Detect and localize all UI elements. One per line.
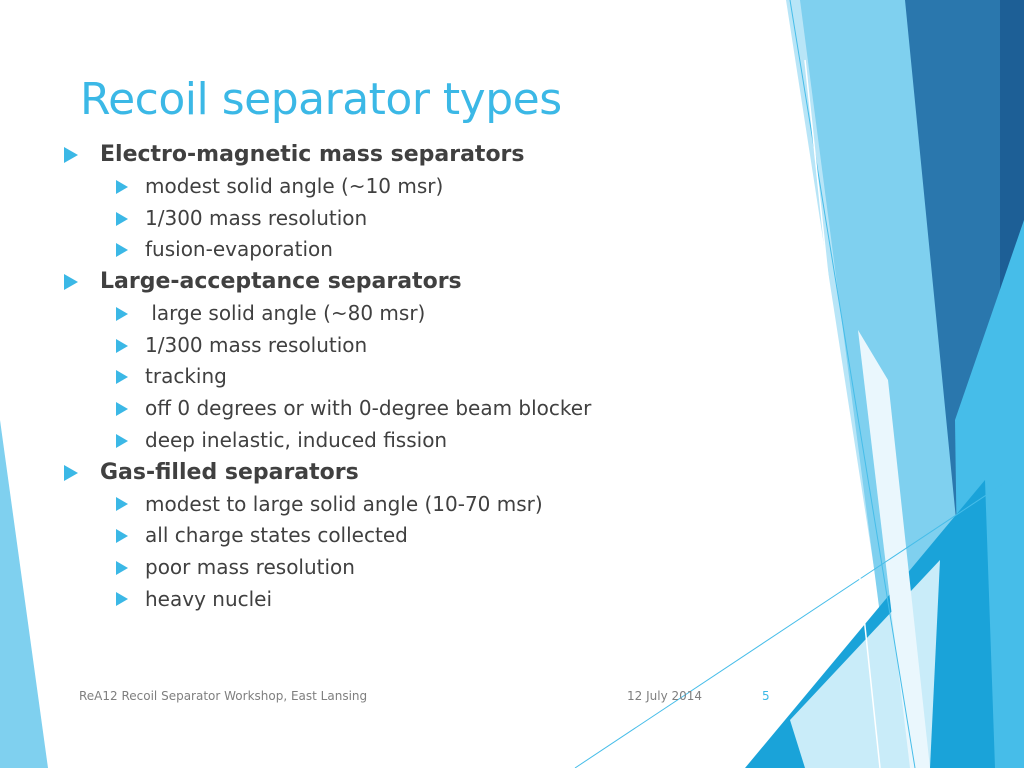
list-item-text: heavy nuclei [145,586,273,611]
list-item [62,393,762,425]
bullet-arrow-icon [64,274,78,290]
bullet-arrow-icon [116,529,128,543]
list-item [62,552,762,584]
bullet-list [62,139,762,615]
footer-text: ReA12 Recoil Separator Workshop, East Lansing [79,689,368,703]
bullet-arrow-icon [116,180,128,194]
slide-content [62,139,762,615]
list-item-text: large solid angle (~80 msr) [145,301,426,326]
bullet-arrow-icon [64,147,78,163]
list-item [62,361,762,393]
list-item-text: tracking [145,364,227,389]
bullet-arrow-icon [116,561,128,575]
section-heading-text: Electro-magnetic mass separators [100,142,525,167]
slide-title: Recoil separator types [80,74,562,125]
left-sliver-shape [0,420,48,768]
list-item [62,171,762,203]
list-item-text: modest solid angle (~10 msr) [145,174,444,198]
bullet-arrow-icon [116,434,128,448]
list-item [62,298,762,330]
list-item-text: off 0 degrees or with 0-degree beam blocker [145,396,592,421]
list-item-text: 1/300 mass resolution [145,205,368,230]
section-heading [62,139,762,171]
list-item [62,520,762,552]
slide-number: 5 [762,689,770,703]
bullet-arrow-icon [116,307,128,321]
section-heading [62,266,762,298]
list-item [62,203,762,235]
list-item [62,234,762,266]
bullet-arrow-icon [116,339,128,353]
list-item-text: 1/300 mass resolution [145,332,368,357]
list-item-text: fusion-evaporation [145,237,333,262]
bullet-arrow-icon [116,243,128,257]
footer-date: 12 July 2014 [627,689,703,703]
bullet-arrow-icon [116,212,128,226]
list-item-text: poor mass resolution [145,554,355,579]
list-item-text: deep inelastic, induced fission [145,427,448,452]
bullet-arrow-icon [116,592,128,606]
list-item [62,584,762,616]
bullet-arrow-icon [116,370,128,384]
section-heading [62,457,762,489]
list-item [62,489,762,521]
list-item-text: modest to large solid angle (10-70 msr) [145,491,543,516]
bullet-arrow-icon [116,497,128,511]
list-item [62,425,762,457]
list-item-text: all charge states collected [145,523,408,548]
bullet-arrow-icon [116,402,128,416]
list-item [62,330,762,362]
bullet-arrow-icon [64,465,78,481]
section-heading-text: Large-acceptance separators [100,269,462,295]
section-heading-text: Gas-filled separators [100,459,359,485]
